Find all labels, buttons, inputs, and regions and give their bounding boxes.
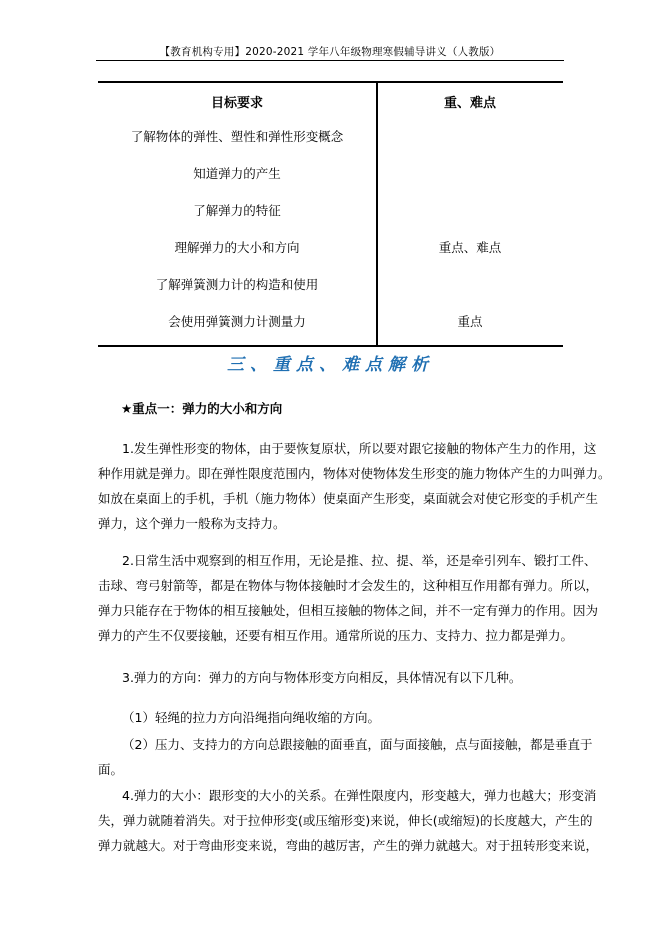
text-line: 1.发生弹性形变的物体，由于要恢复原状，所以要对跟它接触的物体产生力的作用，这 xyxy=(122,441,597,456)
paragraph-pressure-support xyxy=(98,732,593,782)
paragraph-interaction xyxy=(98,548,599,648)
table-row-goal: 会使用弹簧测力计测量力 xyxy=(168,314,306,329)
text-line: 弹力的产生不仅要接触，还要有相互作用。通常所说的压力、支持力、拉力都是弹力。 xyxy=(98,628,574,643)
text-line: 击球、弯弓射箭等，都是在物体与物体接触时才会发生的，这种相互作用都有弹力。所以， xyxy=(98,578,599,593)
table-header-goal: 目标要求 xyxy=(210,96,264,111)
paragraph-magnitude xyxy=(98,783,599,858)
text-line: 如放在桌面上的手机，手机（施力物体）使桌面产生形变，桌面就会对使它形变的手机产生 xyxy=(98,491,599,506)
text-line: （1）轻绳的拉力方向沿绳指向绳收缩的方向。 xyxy=(122,710,380,725)
text-line: 弹力，这个弹力一般称为支持力。 xyxy=(98,516,286,531)
text-line: 失，弹力就随着消失。对于拉伸形变(或压缩形变)来说，伸长(或缩短)的长度越大，产生的 xyxy=(98,813,593,828)
table-column-divider xyxy=(376,83,378,345)
text-line: （2）压力、支持力的方向总跟接触的面垂直，面与面接触，点与面接触，都是垂直于 xyxy=(122,737,593,752)
text-line: 2.日常生活中观察到的相互作用，无论是推、拉、提、举，还是牵引列车、锻打工件、 xyxy=(122,553,597,568)
table-row-goal: 知道弹力的产生 xyxy=(193,166,281,181)
paragraph-rope-tension xyxy=(98,705,564,730)
table-row-level: 重点、难点 xyxy=(438,240,502,255)
running-header: 【教育机构专用】2020-2021 学年八年级物理寒假辅导讲义（人教版） xyxy=(159,46,501,58)
paragraph-elastic-force-definition xyxy=(98,436,611,536)
text-line: 弹力只能存在于物体的相互接触处，但相互接触的物体之间，并不一定有弹力的作用。因为 xyxy=(98,603,599,618)
goals-table xyxy=(98,81,563,347)
table-row-level: 重点 xyxy=(457,314,483,329)
paragraph-direction xyxy=(98,665,564,690)
table-row-goal: 了解物体的弹性、塑性和弹性形变概念 xyxy=(130,129,344,144)
table-header-level: 重、难点 xyxy=(443,96,497,111)
section-title: 三、重点、难点解析 xyxy=(227,355,434,375)
text-line: 4.弹力的大小：跟形变的大小的关系。在弹性限度内，形变越大，弹力也越大；形变消 xyxy=(122,788,597,803)
table-row-goal: 了解弹簧测力计的构造和使用 xyxy=(155,277,319,292)
text-line: 面。 xyxy=(98,762,124,777)
table-row-goal: 理解弹力的大小和方向 xyxy=(174,240,300,255)
text-line: 弹力就越大。对于弯曲形变来说，弯曲的越厉害，产生的弹力就越大。对于扭转形变来说， xyxy=(98,838,599,853)
subsection-heading: ★重点一：弹力的大小和方向 xyxy=(121,401,283,416)
header-rule xyxy=(96,60,564,61)
text-line: 3.弹力的方向：弹力的方向与物体形变方向相反，具体情况有以下几种。 xyxy=(122,670,522,685)
text-line: 种作用就是弹力。即在弹性限度范围内，物体对使物体发生形变的施力物体产生的力叫弹力。 xyxy=(98,466,611,481)
table-row-goal: 了解弹力的特征 xyxy=(193,203,281,218)
